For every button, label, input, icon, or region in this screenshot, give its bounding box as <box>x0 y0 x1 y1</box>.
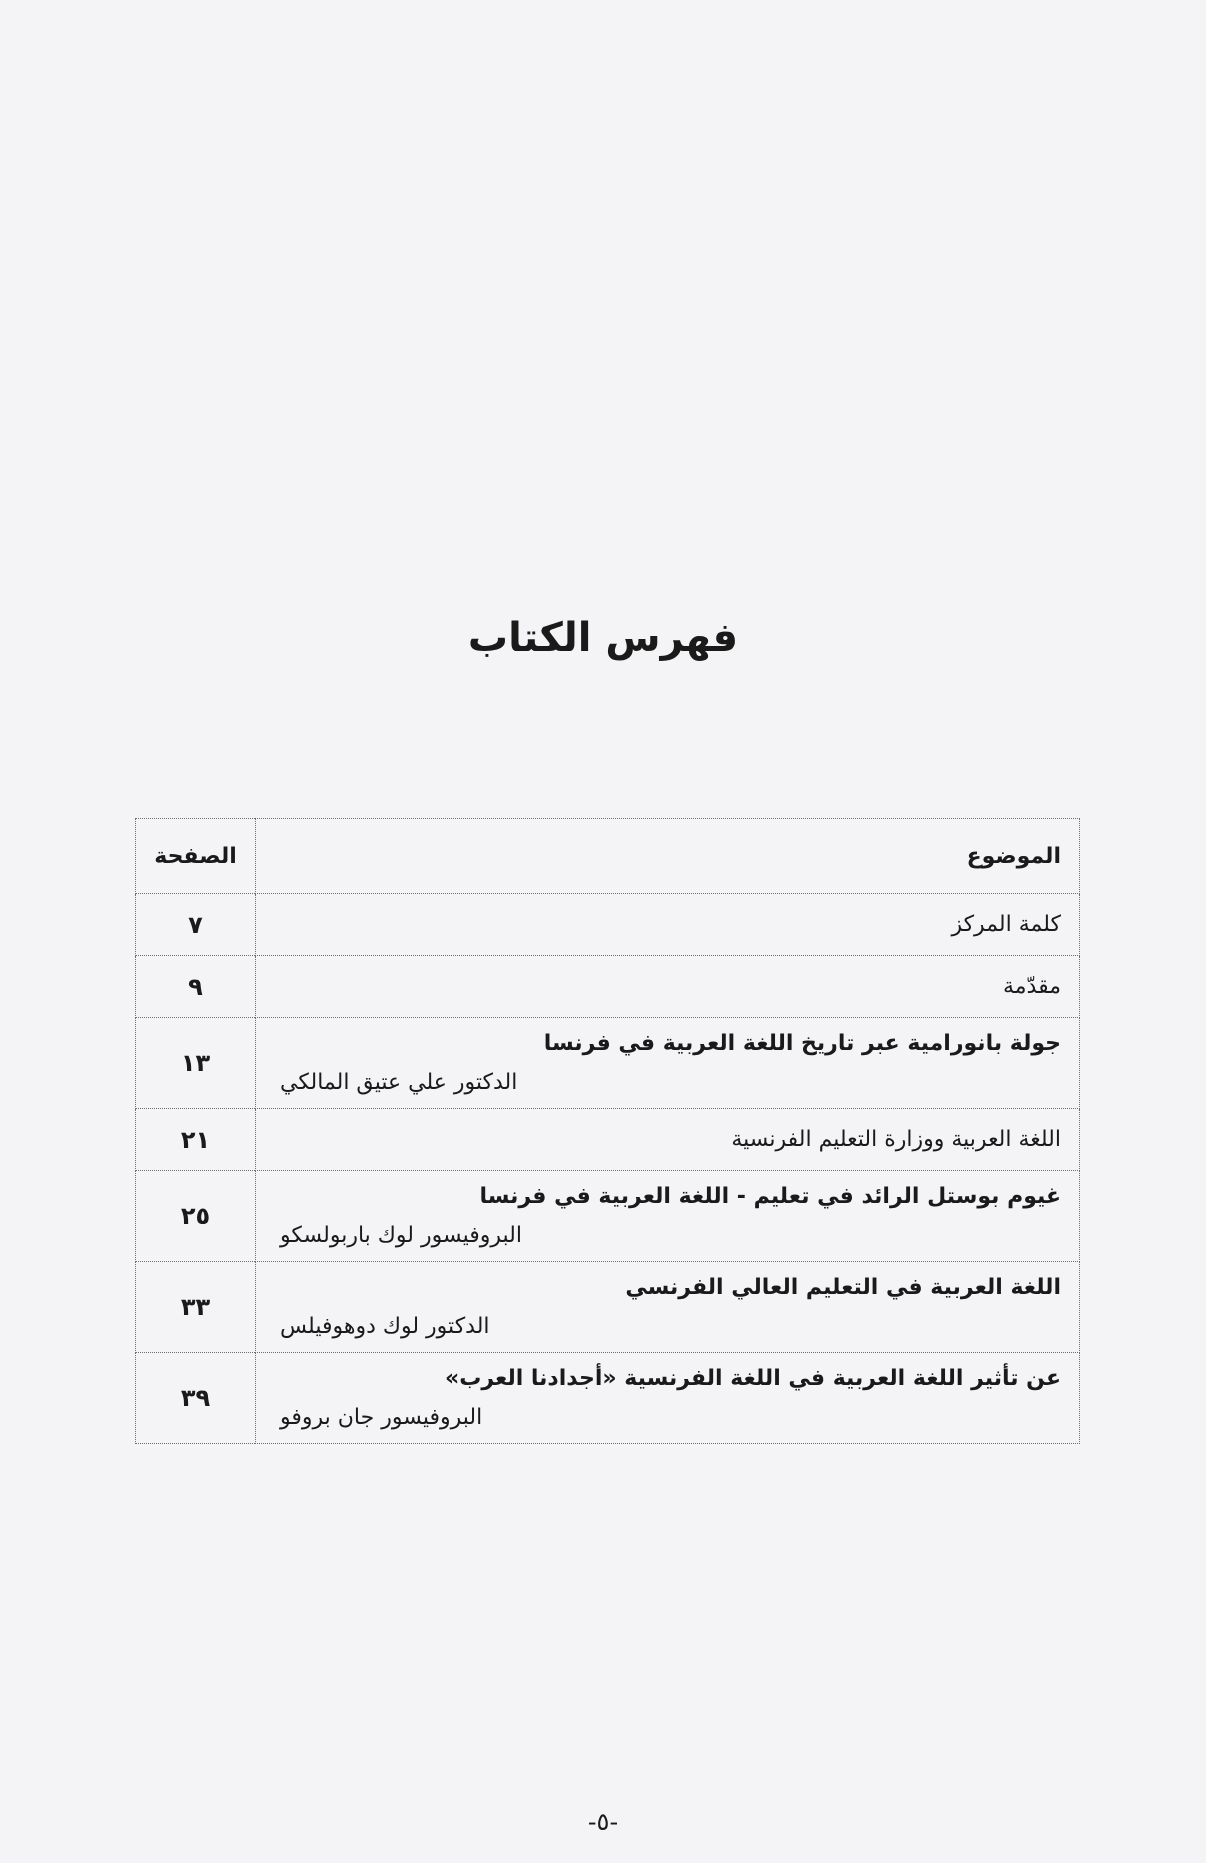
page-number-footer: -٥- <box>587 1808 619 1836</box>
toc-page-number: ٣٩ <box>136 1353 256 1444</box>
toc-header-row <box>136 819 1080 894</box>
toc-row <box>136 1018 1080 1109</box>
toc-row <box>136 1171 1080 1262</box>
toc-row <box>136 1109 1080 1171</box>
toc-entry-title: مقدّمة <box>256 956 1080 1018</box>
header-topic: الموضوع <box>256 819 1080 894</box>
toc-row <box>136 894 1080 956</box>
toc-row <box>136 1353 1080 1444</box>
toc-entry-author: الدكتور علي عتيق المالكي <box>280 1070 518 1095</box>
toc-entry-title: كلمة المركز <box>256 894 1080 956</box>
toc-row <box>136 956 1080 1018</box>
toc-page-number: ٩ <box>136 956 256 1018</box>
toc-row <box>136 1262 1080 1353</box>
toc-entry-title: غيوم بوستل الرائد في تعليم - اللغة العربية في فرنسا <box>479 1184 1061 1209</box>
toc-page-number: ٧ <box>136 894 256 956</box>
toc-entry-author: البروفيسور جان بروفو <box>280 1405 483 1430</box>
toc-entry-title: اللغة العربية في التعليم العالي الفرنسي <box>625 1275 1061 1300</box>
toc-entry-title: جولة بانورامية عبر تاريخ اللغة العربية في فرنسا <box>543 1031 1061 1056</box>
toc-entry <box>256 1353 1080 1444</box>
toc-table <box>135 818 1080 1444</box>
toc-entry-title: عن تأثير اللغة العربية في اللغة الفرنسية «أجدادنا العرب» <box>445 1366 1061 1391</box>
toc-entry <box>256 1018 1080 1109</box>
page-title: فهرس الكتاب <box>467 615 739 661</box>
toc-entry <box>256 1171 1080 1262</box>
toc-entry <box>256 1262 1080 1353</box>
toc-entry-author: البروفيسور لوك باربولسكو <box>280 1223 522 1248</box>
toc-page-number: ٢٥ <box>136 1171 256 1262</box>
toc-page-number: ٢١ <box>136 1109 256 1171</box>
toc-entry-title: اللغة العربية ووزارة التعليم الفرنسية <box>256 1109 1080 1171</box>
header-page: الصفحة <box>136 819 256 894</box>
toc-entry-author: الدكتور لوك دوهوفيلس <box>280 1314 490 1339</box>
toc-page-number: ٣٣ <box>136 1262 256 1353</box>
toc-page-number: ١٣ <box>136 1018 256 1109</box>
